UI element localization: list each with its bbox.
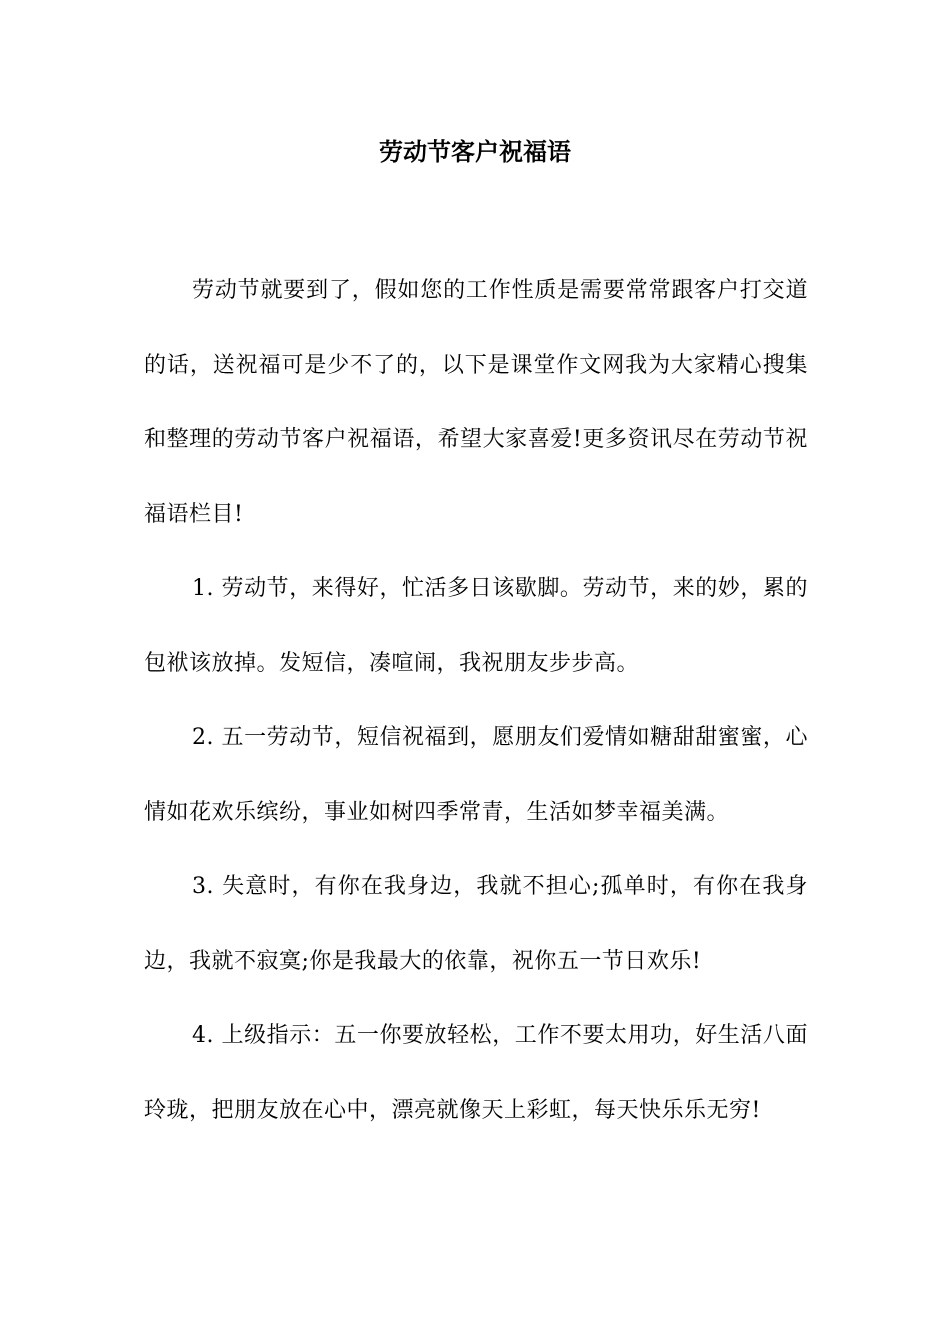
- intro-paragraph: 劳动节就要到了，假如您的工作性质是需要常常跟客户打交道的话，送祝福可是少不了的，以下是课堂作文网我为大家精心搜集和整理的劳动节客户祝福语，希望大家喜爱!更多资讯尽在劳动节祝福语栏目!: [144, 278, 808, 527]
- greeting-item-1: 1. 劳动节，来得好，忙活多日该歇脚。劳动节，来的妙，累的包袱该放掉。发短信，凑喧闹，我祝朋友步步高。: [144, 576, 808, 676]
- greeting-item-3: 3. 失意时，有你在我身边，我就不担心;孤单时，有你在我身边，我就不寂寞;你是我最大的依靠，祝你五一节日欢乐!: [144, 874, 808, 974]
- greeting-item-4: 4. 上级指示：五一你要放轻松，工作不要太用功，好生活八面玲珑，把朋友放在心中，漂亮就像天上彩虹，每天快乐乐无穷!: [144, 1023, 808, 1123]
- document-body: [144, 254, 808, 1148]
- greeting-item-2: 2. 五一劳动节，短信祝福到，愿朋友们爱情如糖甜甜蜜蜜，心情如花欢乐缤纷，事业如树四季常青，生活如梦幸福美满。: [144, 725, 808, 825]
- document-title: 劳动节客户祝福语: [379, 137, 571, 166]
